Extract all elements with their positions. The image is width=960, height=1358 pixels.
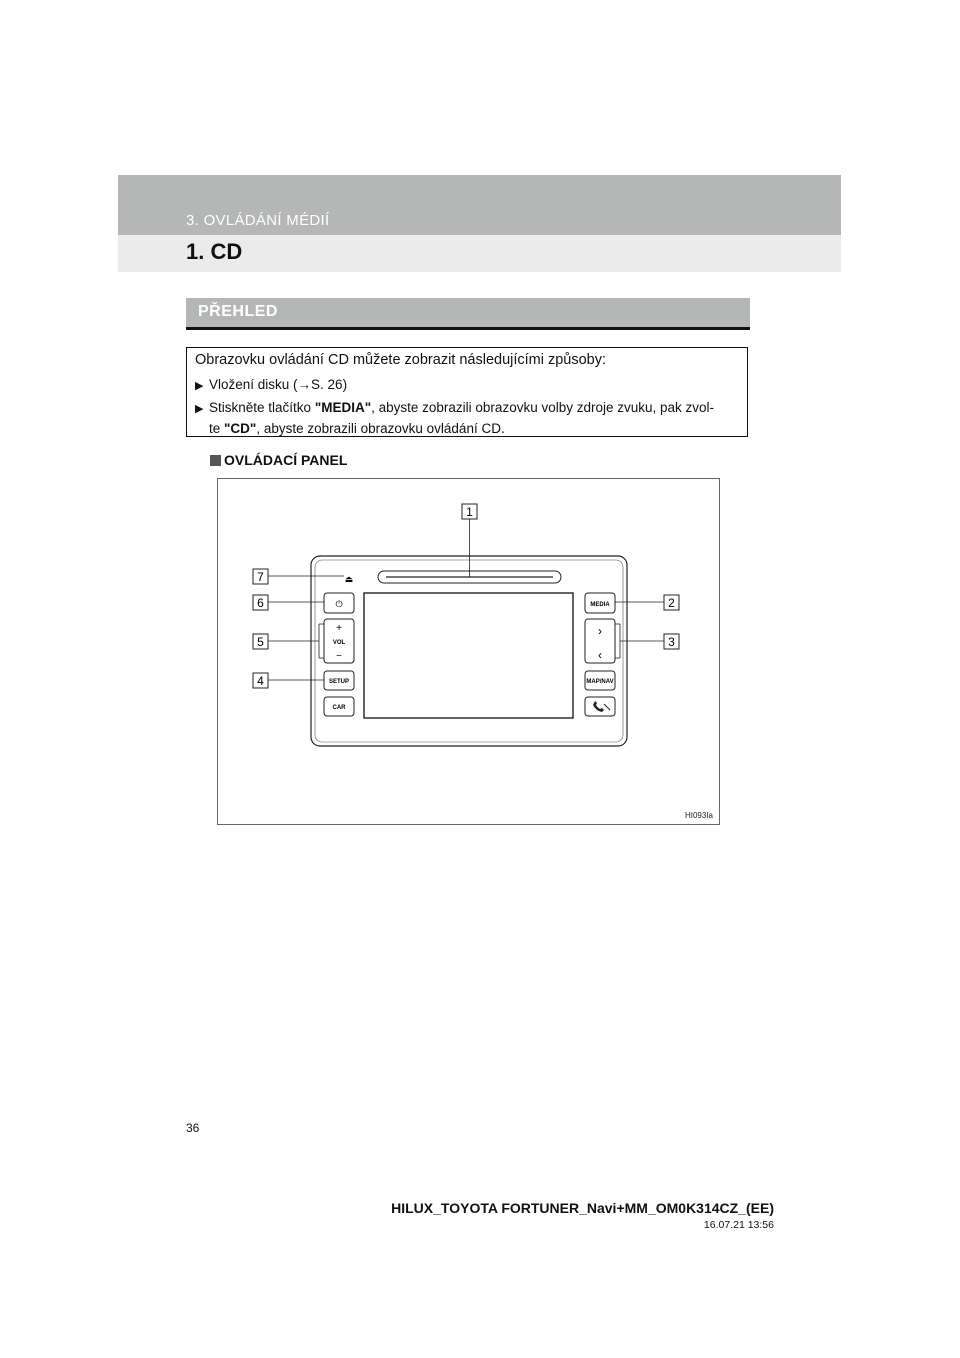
callout-5: 5	[257, 635, 264, 649]
callout-6: 6	[257, 596, 264, 610]
callout-4: 4	[257, 674, 264, 688]
triangle-bullet-icon: ▶	[195, 403, 204, 415]
section-title: 1. CD	[186, 239, 243, 264]
setup-button-label: SETUP	[328, 679, 350, 685]
callout-2: 2	[668, 596, 675, 610]
callout-1: 1	[466, 505, 473, 519]
seek-prev-icon: ‹	[598, 648, 602, 662]
seek-next-icon: ›	[598, 624, 602, 638]
callout-3: 3	[668, 635, 675, 649]
overview-item-media-button: ▶ Stiskněte tlačítko "MEDIA", abyste zobrazili obrazovku volby zdroje zvuku, pak zvol- te "CD", abyste zobrazili obrazovku ovládání CD.	[195, 400, 715, 436]
chapter-title: 3. OVLÁDÁNÍ MÉDIÍ	[186, 212, 330, 229]
control-panel-heading: OVLÁDACÍ PANEL	[210, 452, 347, 468]
control-panel-figure	[217, 478, 720, 825]
control-panel-illustration	[218, 479, 721, 826]
callout-7: 7	[257, 570, 264, 584]
triangle-bullet-icon: ▶	[195, 380, 204, 392]
eject-icon: ⏏	[344, 574, 354, 584]
media-button-label: MEDIA	[590, 602, 610, 608]
mapnav-button-label: MAP/NAV	[586, 679, 614, 685]
square-bullet-icon	[210, 455, 221, 466]
overview-heading: PŘEHLED	[198, 303, 278, 320]
page-number: 36	[186, 1121, 200, 1135]
vol-label: VOL	[332, 640, 346, 646]
footer-doc-title: HILUX_TOYOTA FORTUNER_Navi+MM_OM0K314CZ_(EE)	[391, 1200, 774, 1216]
overview-intro: Obrazovku ovládání CD můžete zobrazit následujícími způsoby:	[195, 352, 607, 368]
figure-code: HI093Ia	[684, 811, 713, 820]
overview-heading-bar	[186, 298, 750, 330]
footer-timestamp: 16.07.21 13:56	[703, 1219, 774, 1231]
power-icon: ⏻	[335, 599, 343, 609]
car-button-label: CAR	[332, 705, 346, 711]
overview-item-insert-disc: ▶ Vložení disku (→S. 26)	[195, 375, 743, 396]
vol-plus-icon: +	[336, 623, 342, 634]
overview-info-box	[186, 347, 748, 437]
vol-minus-icon: −	[336, 651, 342, 662]
